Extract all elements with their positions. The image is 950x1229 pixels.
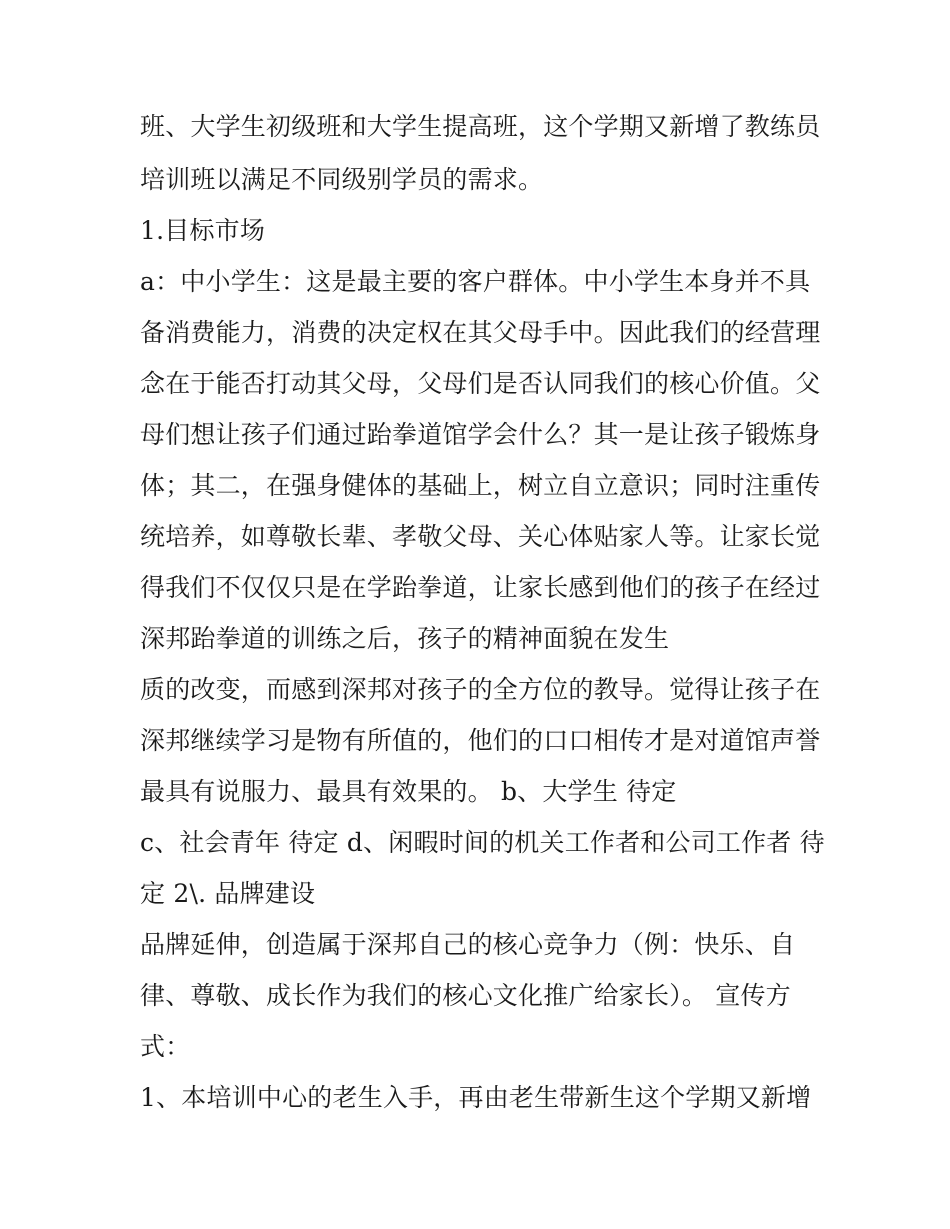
text-line: 体；其二，在强身健体的基础上，树立自立意识；同时注重传 (140, 471, 821, 500)
text-line: 律、尊敬、成长作为我们的核心文化推广给家长）。 宣传方 (140, 981, 791, 1010)
text-line: 班、大学生初级班和大学生提高班，这个学期又新增了教练员 (140, 112, 821, 141)
text-line: 质的改变，而感到深邦对孩子的全方位的教导。觉得让孩子在 (140, 675, 821, 704)
text-line: c、社会青年 待定 d、闲暇时间的机关工作者和公司工作者 待 (140, 828, 825, 857)
text-line: 备消费能力，消费的决定权在其父母手中。因此我们的经营理 (140, 318, 821, 347)
text-line: 母们想让孩子们通过跆拳道馆学会什么？其一是让孩子锻炼身 (140, 420, 821, 449)
text-line: 深邦继续学习是物有所值的，他们的口口相传才是对道馆声誉 (140, 726, 821, 755)
text-line: 1、本培训中心的老生入手，再由老生带新生这个学期又新增 (140, 1083, 812, 1112)
text-line: 最具有说服力、最具有效果的。 b、大学生 待定 (140, 777, 677, 806)
text-line: 培训班以满足不同级别学员的需求。 (140, 165, 544, 194)
text-line: 品牌延伸，创造属于深邦自己的核心竞争力（例：快乐、自 (140, 930, 796, 959)
text-line: 统培养，如尊敬长辈、孝敬父母、关心体贴家人等。让家长觉 (140, 522, 821, 551)
text-line: 得我们不仅仅只是在学跆拳道，让家长感到他们的孩子在经过 (140, 573, 821, 602)
text-line: 式： (140, 1032, 191, 1061)
section-heading: 1.目标市场 (140, 216, 266, 245)
text-line: 深邦跆拳道的训练之后，孩子的精神面貌在发生 (140, 624, 670, 653)
text-line: 念在于能否打动其父母，父母们是否认同我们的核心价值。父 (140, 369, 821, 398)
text-line: 定 2\. 品牌建设 (140, 879, 316, 908)
text-line: a：中小学生：这是最主要的客户群体。中小学生本身并不具 (140, 267, 811, 296)
